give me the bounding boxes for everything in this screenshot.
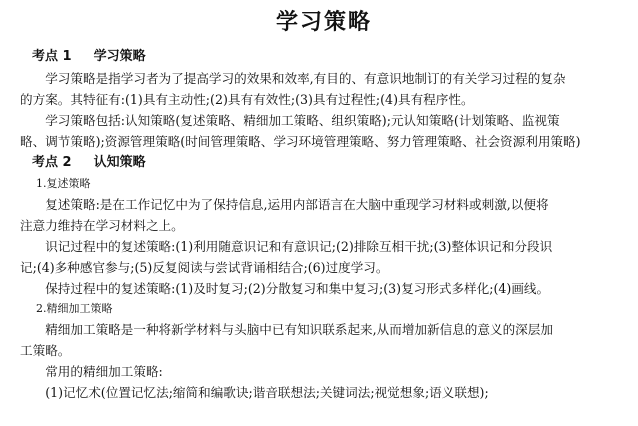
- text-line: 识记过程中的复述策略:(1)利用随意识记和有意识记;(2)排除互相干扰;(3)整体识记和分段识: [45, 239, 553, 254]
- subheading: 2.精细加工策略: [36, 302, 113, 315]
- text-line: 记;(4)多种感官参与;(5)反复阅读与尝试背诵相结合;(6)过度学习。: [20, 260, 389, 275]
- text-line: 的方案。其特征有:(1)具有主动性;(2)具有有效性;(3)具有过程性;(4)具有程序性。: [20, 92, 474, 107]
- text-line: 保持过程中的复述策略:(1)及时复习;(2)分散复习和集中复习;(3)复习形式多样化;(4)画线。: [45, 281, 550, 296]
- section-number: 考点 2: [32, 155, 72, 170]
- section-label: 学习策略: [93, 49, 146, 64]
- paragraph: [20, 319, 628, 361]
- text-line: 工策略。: [20, 343, 71, 358]
- subheading: 1.复述策略: [36, 177, 91, 190]
- section-heading-2: [32, 152, 628, 174]
- text-line: 注意力维持在学习材料之上。: [20, 218, 184, 233]
- text-line: 精细加工策略是一种将新学材料与头脑中已有知识联系起来,从而增加新信息的意义的深层加: [45, 322, 553, 337]
- section-label: 认知策略: [93, 155, 146, 170]
- paragraph: [20, 382, 628, 403]
- text-line: (1)记忆术(位置记忆法;缩简和编歌诀;谐音联想法;关键词法;视觉想象;语义联想);: [45, 385, 489, 400]
- text-line: 复述策略:是在工作记忆中为了保持信息,运用内部语言在大脑中重现学习材料或刺激,以便将: [45, 197, 549, 212]
- section-heading-1: [32, 46, 628, 68]
- paragraph: [20, 194, 628, 236]
- paragraph: [20, 236, 628, 278]
- section-number: 考点 1: [32, 49, 72, 64]
- paragraph: [20, 361, 628, 382]
- paragraph: [20, 110, 628, 152]
- paragraph: [20, 68, 628, 110]
- text-line: 学习策略包括:认知策略(复述策略、精细加工策略、组织策略);元认知策略(计划策略、监视策: [45, 113, 560, 128]
- text-line: 略、调节策略);资源管理策略(时间管理策略、学习环境管理策略、努力管理策略、社会资源利用策略): [20, 134, 581, 149]
- text-line: 学习策略是指学习者为了提高学习的效果和效率,有目的、有意识地制订的有关学习过程的复杂: [45, 71, 566, 86]
- text-line: 常用的精细加工策略:: [45, 364, 163, 379]
- page-title: 学习策略: [275, 10, 372, 35]
- paragraph: [20, 278, 628, 299]
